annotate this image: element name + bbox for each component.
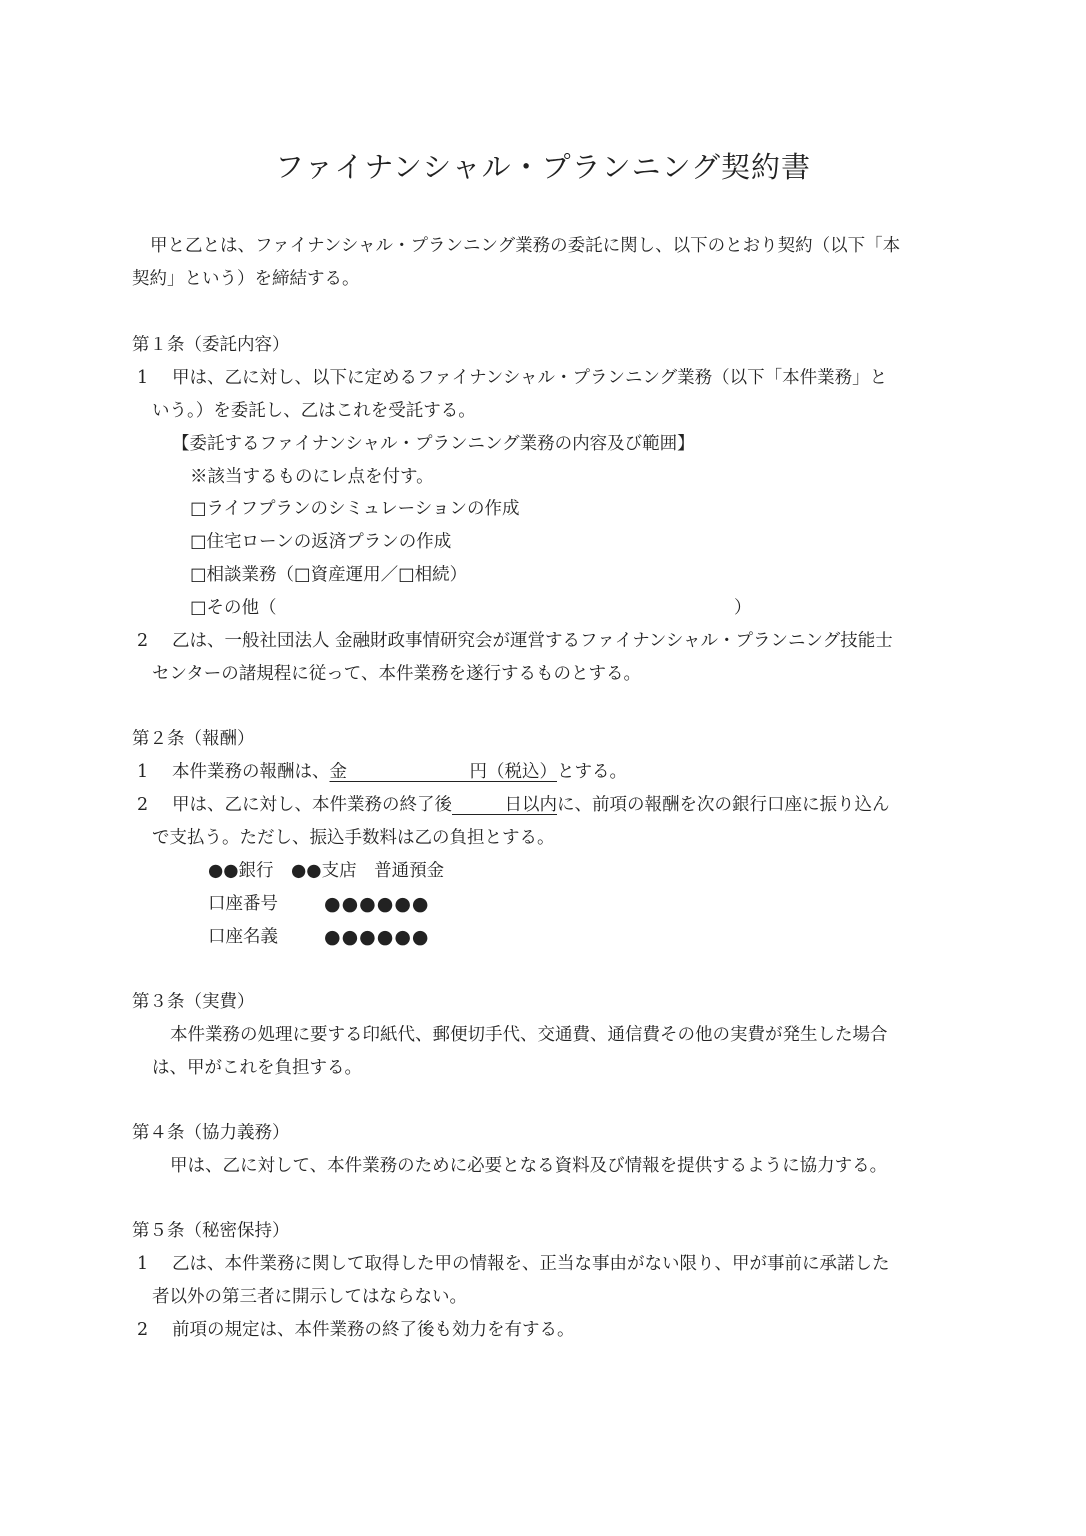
checkbox-item-housing-loan[interactable] [190, 530, 451, 554]
document-title: ファイナンシャル・プランニング契約書 [274, 150, 812, 184]
account-name-label: 口座名義 [208, 927, 278, 947]
slash-separator: ／ [380, 565, 399, 585]
fee-amount-field[interactable]: 金 円（税込） [329, 762, 557, 782]
article-2-p1 [172, 760, 627, 784]
article-1-p1-num: 1 [137, 368, 149, 388]
article-5-p1-line-2: 者以外の第三者に開示してはならない。 [152, 1287, 467, 1307]
checkbox-icon[interactable]: □ [190, 499, 207, 519]
checkbox-label: 相談業務（ [206, 565, 295, 585]
article-3-line-2: は、甲がこれを負担する。 [152, 1058, 362, 1078]
article-4-heading: 第４条（協力義務） [132, 1123, 290, 1143]
checkbox-icon[interactable]: □ [190, 532, 207, 552]
checkbox-item-consultation[interactable] [190, 563, 467, 587]
article-1-p2-num: 2 [137, 631, 149, 651]
article-1-p1-line-1: 甲は、乙に対し、以下に定めるファイナンシャル・プランニング業務（以下「本件業務」と [172, 368, 888, 388]
bank-branch-line: ●●銀行 ●●支店 普通預金 [208, 861, 445, 881]
other-close-paren: ） [734, 598, 752, 618]
article-2-p2-num: 2 [137, 795, 149, 815]
article-5-p2-num: 2 [137, 1320, 149, 1340]
checkbox-item-other[interactable] [190, 596, 277, 620]
account-number-value: ●●●●●● [324, 893, 430, 915]
fee-text-post: とする。 [557, 762, 627, 782]
article-5-heading: 第５条（秘密保持） [132, 1221, 290, 1241]
article-2-heading: 第２条（報酬） [132, 729, 255, 749]
article-5-p2-line-1: 前項の規定は、本件業務の終了後も効力を有する。 [172, 1320, 575, 1340]
checkbox-label: ライフプランのシミュレーションの作成 [206, 499, 520, 519]
checkbox-label: 住宅ローンの返済プランの作成 [206, 532, 452, 552]
account-name-value: ●●●●●● [324, 926, 430, 948]
article-5-p1-num: 1 [137, 1254, 149, 1274]
checkbox-item-life-plan[interactable] [190, 497, 519, 521]
article-5-p1-line-1: 乙は、本件業務に関して取得した甲の情報を、正当な事由がない限り、甲が事前に承諾した [172, 1254, 890, 1274]
article-3-line-1: 本件業務の処理に要する印紙代、郵便切手代、交通費、通信費その他の実費が発生した場合 [170, 1025, 888, 1045]
article-1-p2-line-1: 乙は、一般社団法人 金融財政事情研究会が運営するファイナンシャル・プランニング技能士 [172, 631, 893, 651]
close-paren: ） [449, 565, 468, 585]
checkbox-icon[interactable]: □ [294, 565, 311, 585]
checkbox-label-asset-management: 資産運用 [310, 565, 381, 585]
payment-text-post: に、前項の報酬を次の銀行口座に振り込ん [557, 795, 890, 815]
article-3-heading: 第３条（実費） [132, 992, 255, 1012]
article-1-heading: 第１条（委託内容） [132, 335, 290, 355]
checkbox-label: その他（ [206, 598, 277, 618]
account-number-label: 口座番号 [208, 894, 278, 914]
article-2-p2-line-2: で支払う。ただし、振込手数料は乙の負担とする。 [152, 828, 555, 848]
checkbox-icon[interactable]: □ [190, 598, 207, 618]
scope-heading: 【委託するファイナンシャル・プランニング業務の内容及び範囲】 [172, 434, 695, 454]
article-2-p2-line-1 [172, 793, 890, 817]
checkbox-note: ※該当するものにレ点を付す。 [190, 467, 434, 487]
payment-days-field[interactable]: 日以内 [452, 795, 557, 815]
article-4-line-1: 甲は、乙に対して、本件業務のために必要となる資料及び情報を提供するように協力する。 [170, 1156, 888, 1176]
checkbox-icon[interactable]: □ [398, 565, 415, 585]
payment-text-pre: 甲は、乙に対し、本件業務の終了後 [172, 795, 452, 815]
fee-text-pre: 本件業務の報酬は、 [172, 762, 330, 782]
preamble-line-2: 契約」という）を締結する。 [132, 269, 360, 289]
checkbox-label-inheritance: 相続 [414, 565, 450, 585]
other-input-field[interactable] [286, 596, 726, 620]
article-2-p1-num: 1 [137, 762, 149, 782]
article-1-p2-line-2: センターの諸規程に従って、本件業務を遂行するものとする。 [152, 664, 641, 684]
article-1-p1-line-2: いう。）を委託し、乙はこれを受託する。 [152, 401, 476, 421]
preamble-line-1: 甲と乙とは、ファイナンシャル・プランニング業務の委託に関し、以下のとおり契約（以下「本 [150, 236, 901, 256]
checkbox-icon[interactable]: □ [190, 565, 207, 585]
